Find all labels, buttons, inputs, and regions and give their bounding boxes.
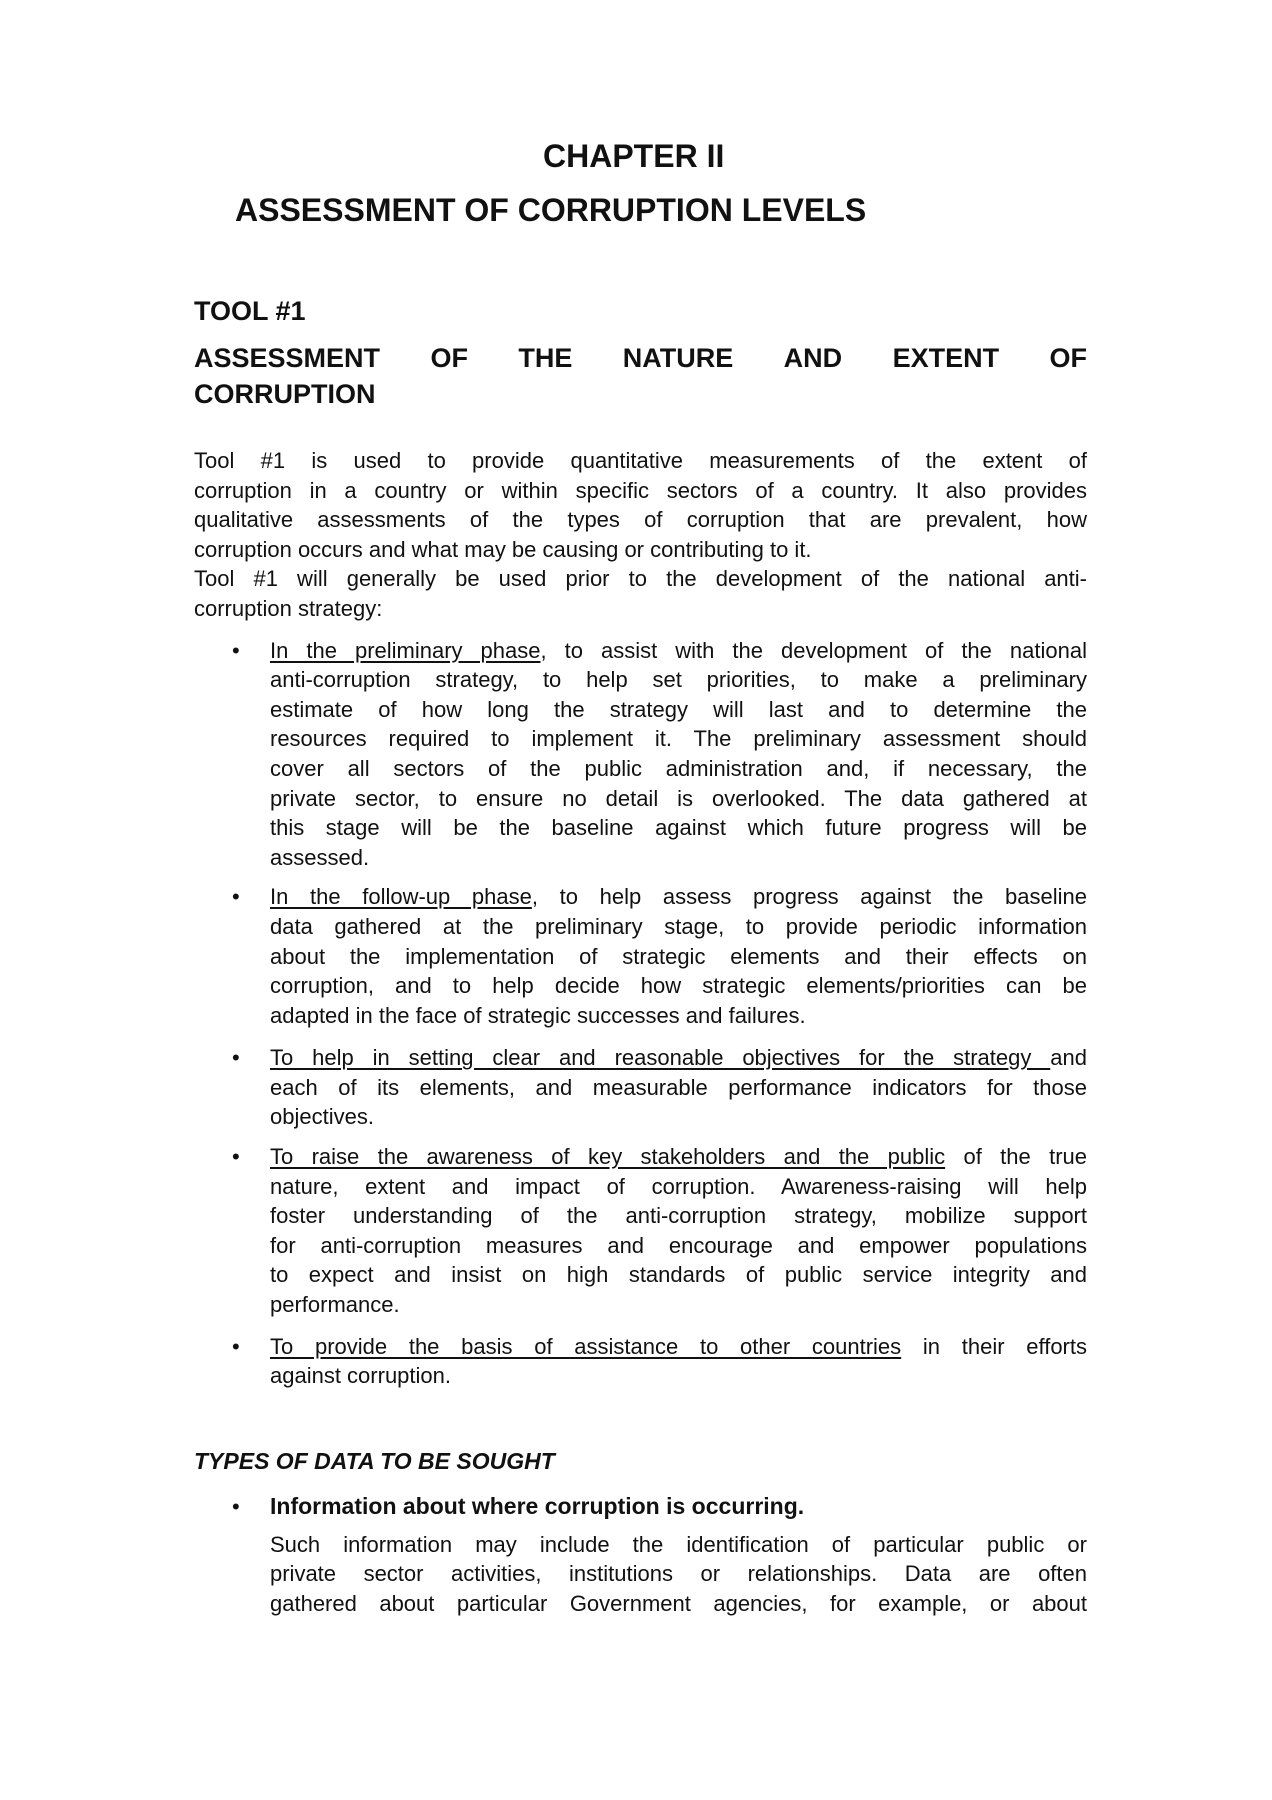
text-line: for anti-corruption measures and encourage and empower populations [270,1232,1087,1258]
page-column [194,140,1087,1619]
text-line: private sector activities, institutions or relationships. Data are often [270,1561,1087,1587]
text-line [270,1142,1087,1172]
bullet-item [232,882,1087,1030]
text-line: cover all sectors of the public administration and, if necessary, the [270,755,1087,781]
text-line: adapted in the face of strategic successes and failures. [270,1002,806,1028]
bullet-marker: • [232,1333,240,1359]
underlined-phrase: In the preliminary phase [270,637,541,663]
text-line: against corruption. [270,1363,451,1389]
tool-title-word: THE [518,343,573,373]
text-line: performance. [270,1292,400,1318]
bullet-marker: • [232,884,240,910]
text-line: corruption, and to help decide how strategic elements/priorities can be [270,973,1087,999]
text-line [270,636,1087,666]
text-line [270,882,1087,912]
text-line: corruption occurs and what may be causing or contributing to it. [194,536,812,562]
bullet-item [232,1043,1087,1132]
text-line [270,1332,1087,1362]
text-line: to expect and insist on high standards of public service integrity and [270,1262,1087,1288]
types-paragraph [270,1530,1087,1619]
text-line: resources required to implement it. The preliminary assessment should [270,726,1087,752]
bullet-marker: • [232,1144,240,1170]
text-segment: , to help assess progress against the baseline [531,884,1087,910]
bullet-marker: • [232,1493,240,1519]
text-segment: of the true [945,1144,1087,1170]
bullet-item [232,1142,1087,1320]
text-segment: and [1050,1045,1087,1071]
tool-title-word: ASSESSMENT [194,343,381,373]
chapter-number: CHAPTER II [543,138,725,174]
text-line: Tool #1 will generally be used prior to the development of the national anti- [194,566,1087,592]
text-line: each of its elements, and measurable performance indicators for those [270,1074,1087,1100]
text-line: objectives. [270,1104,374,1130]
tool-title-word: NATURE [622,343,734,373]
tool-label: TOOL #1 [194,296,306,326]
text-line: nature, extent and impact of corruption. Awareness-raising will help [270,1173,1087,1199]
chapter-title: ASSESSMENT OF CORRUPTION LEVELS [235,192,867,228]
text-line: data gathered at the preliminary stage, to provide periodic information [270,913,1087,939]
bullet-item-text [270,1332,1087,1391]
text-line: private sector, to ensure no detail is overlooked. The data gathered at [270,785,1087,811]
tool-title-word: AND [783,343,843,373]
text-line: Tool #1 is used to provide quantitative measurements of the extent of [194,448,1087,473]
tool-title-line-2: CORRUPTION [194,379,376,409]
text-segment: in their efforts [901,1333,1087,1359]
underlined-phrase: To raise the awareness of key stakeholders and the public [270,1144,946,1170]
bullet-marker: • [232,637,240,663]
bullet-item-text [270,1142,1087,1320]
text-line: this stage will be the baseline against which future progress will be [270,815,1087,841]
text-line [270,1043,1087,1073]
purpose-bullet-list [194,636,1087,1391]
underlined-phrase: In the follow-up phase [270,884,532,910]
bullet-item [232,1332,1087,1391]
text-line: corruption in a country or within specific sectors of a country. It also provides [194,477,1087,503]
underlined-phrase: To help in setting clear and reasonable objectives for the strategy [270,1045,1051,1071]
tool-title-word: EXTENT [892,343,1000,373]
text-line: anti-corruption strategy, to help set priorities, to make a preliminary [270,667,1087,693]
bullet-item-text [270,636,1087,873]
section-heading-types: TYPES OF DATA TO BE SOUGHT [194,1447,555,1474]
text-line: Such information may include the identification of particular public or [270,1531,1087,1557]
text-segment: , to assist with the development of the national [540,637,1087,663]
bullet-item-text [270,882,1087,1030]
tool-title-line-1 [194,340,1087,376]
text-line: foster understanding of the anti-corruption strategy, mobilize support [270,1203,1087,1229]
text-line: assessed. [270,844,370,870]
types-bullet-heading: Information about where corruption is occurring. [270,1492,805,1519]
text-line: gathered about particular Government agencies, for example, or about [270,1591,1087,1616]
types-bullet [232,1492,1087,1619]
text-line: about the implementation of strategic elements and their effects on [270,943,1087,969]
tool-title-word: OF [1049,343,1087,373]
intro-paragraph [194,446,1087,624]
underlined-phrase: To provide the basis of assistance to other countries [270,1333,902,1359]
bullet-marker: • [232,1045,240,1071]
tool-title-word: OF [430,343,468,373]
text-line: estimate of how long the strategy will last and to determine the [270,696,1087,722]
text-line: corruption strategy: [194,595,383,621]
bullet-item-text [270,1043,1087,1132]
text-line: qualitative assessments of the types of corruption that are prevalent, how [194,507,1087,533]
bullet-item [232,636,1087,873]
